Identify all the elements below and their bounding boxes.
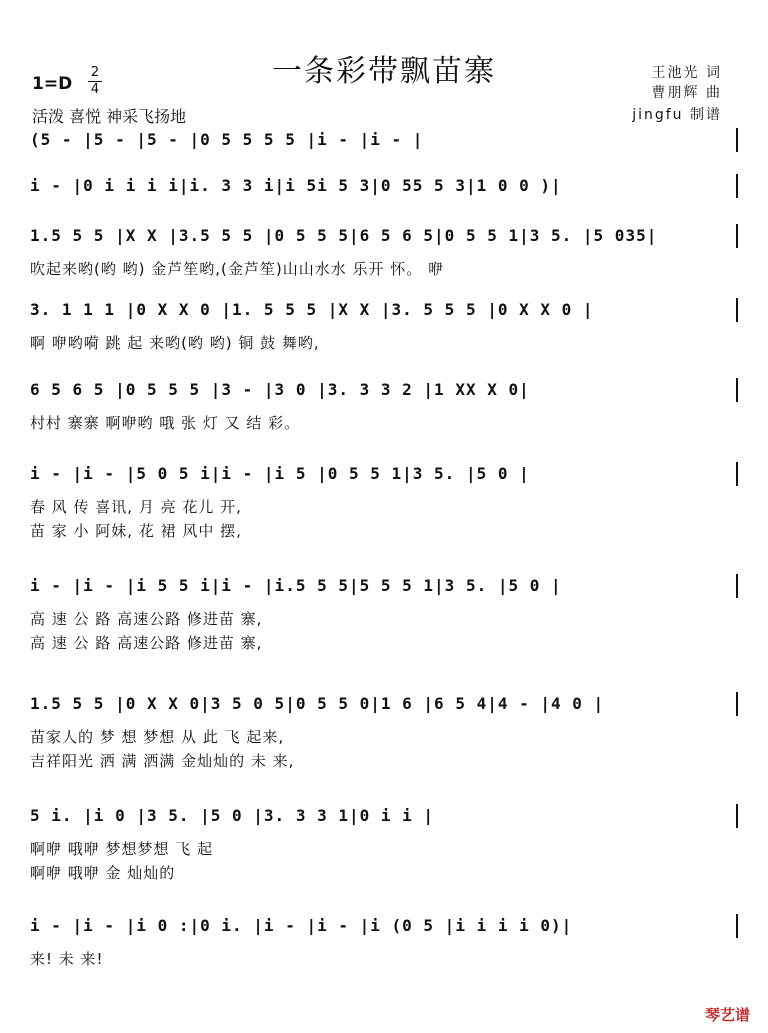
lyric-line: 苗家人的 梦 想 梦想 从 此 飞 起来,	[30, 728, 285, 746]
lyricist-credit: 王池光 词	[651, 65, 722, 81]
notation-row: 1.5 5 5 |X X |3.5 5 5 |0 5 5 5|6 5 6 5|0 5 5 1|3 5. |5 035|	[30, 226, 658, 245]
notation-row: i - |i - |5 0 5 i|i - |i 5 |0 5 5 1|3 5. |5 0 |	[30, 464, 530, 483]
notation-row: 3. 1 1 1 |0 X X 0 |1. 5 5 5 |X X |3. 5 5 5 |0 X X 0 |	[30, 300, 594, 319]
lyric-line: 村村 寨寨 啊咿哟 哦 张 灯 又 结 彩。	[30, 414, 301, 432]
barline	[736, 462, 738, 486]
lyric-line: 来! 未 来!	[30, 950, 104, 968]
time-signature-top: 2	[90, 65, 100, 80]
lyric-line: 高 速 公 路 高速公路 修进苗 寨,	[30, 610, 263, 628]
notation-row: i - |0 i i i i|i. 3 3 i|i 5i 5 3|0 55 5 3|1 0 0 )|	[30, 176, 562, 195]
lyric-line: 啊咿 哦咿 梦想梦想 飞 起	[30, 840, 214, 858]
transcriber-credit: jingfu 制谱	[632, 107, 722, 123]
barline	[736, 128, 738, 152]
notation-row: 5 i. |i 0 |3 5. |5 0 |3. 3 3 1|0 i i |	[30, 806, 435, 825]
lyric-line: 吹起来哟(哟 哟) 金芦笙哟,(金芦笙)山山水水 乐开 怀。 咿	[30, 260, 445, 278]
time-signature	[88, 66, 102, 97]
barline	[736, 914, 738, 938]
lyric-line: 啊咿 哦咿 金 灿灿的	[30, 864, 176, 882]
notation-row: i - |i - |i 0 :|0 i. |i - |i - |i (0 5 |i i i i 0)|	[30, 916, 573, 935]
tempo-marking: 活泼 喜悦 神采飞扬地	[32, 107, 187, 126]
page-title: 一条彩带飘苗寨	[272, 54, 496, 89]
notation-row: 6 5 6 5 |0 5 5 5 |3 - |3 0 |3. 3 3 2 |1 XX X 0|	[30, 380, 530, 399]
lyric-line: 春 风 传 喜讯, 月 亮 花儿 开,	[30, 498, 242, 516]
barline	[736, 378, 738, 402]
lyric-line: 苗 家 小 阿妹, 花 裙 风中 摆,	[30, 522, 242, 540]
notation-row: i - |i - |i 5 5 i|i - |i.5 5 5|5 5 5 1|3 5. |5 0 |	[30, 576, 562, 595]
site-logo: 琴艺谱	[704, 1006, 750, 1024]
barline	[736, 692, 738, 716]
composer-credit: 曹朋辉 曲	[651, 85, 722, 101]
barline	[736, 804, 738, 828]
notation-row: (5 - |5 - |5 - |0 5 5 5 5 |i - |i - |	[30, 130, 424, 149]
time-signature-bottom: 4	[90, 82, 100, 97]
barline	[736, 224, 738, 248]
notation-row: 1.5 5 5 |0 X X 0|3 5 0 5|0 5 5 0|1 6 |6 5 4|4 - |4 0 |	[30, 694, 605, 713]
barline	[736, 174, 738, 198]
lyric-line: 啊 咿哟嗬 跳 起 来哟(哟 哟) 铜 鼓 舞哟,	[30, 334, 320, 352]
key-signature: 1=D	[32, 74, 73, 94]
lyric-line: 高 速 公 路 高速公路 修进苗 寨,	[30, 634, 263, 652]
lyric-line: 吉祥阳光 洒 满 洒满 金灿灿的 未 来,	[30, 752, 295, 770]
barline	[736, 574, 738, 598]
barline	[736, 298, 738, 322]
